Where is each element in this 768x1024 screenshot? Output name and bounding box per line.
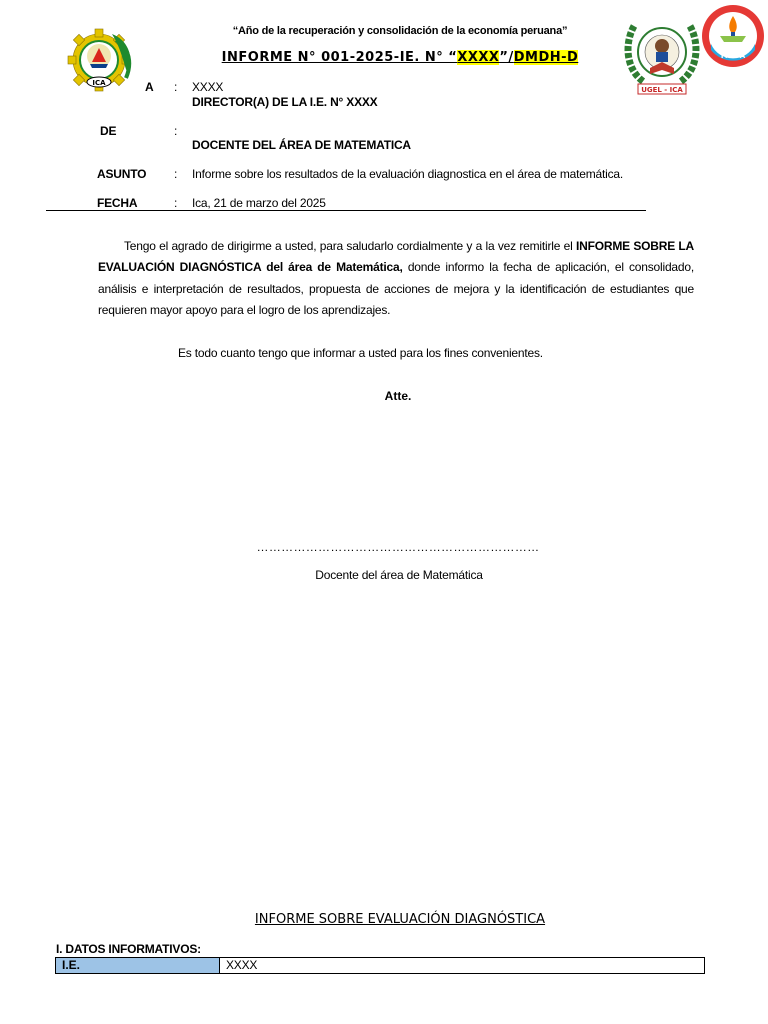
ie-label-cell: I.E.: [56, 958, 220, 973]
field-de-value: DOCENTE DEL ÁREA DE MATEMATICA: [192, 138, 411, 152]
atte-label: Atte.: [384, 389, 412, 403]
signature-line: ……………………………………………………………: [256, 540, 540, 554]
body-text-rest: donde informo la fecha de aplicación, el consolidado, análisis e interpretación de resultados, propuesta de acciones de mejora y la identificación de estudiantes que requieren mayor apoyo para el logro de los aprendizajes.: [98, 260, 694, 317]
field-a-value-name: XXXX: [192, 80, 224, 94]
field-fecha-label: FECHA: [97, 196, 138, 210]
title-highlight-code: DMDH-D: [513, 50, 579, 65]
field-fecha-colon: :: [174, 196, 178, 210]
ugel-laurel-emblem: [622, 16, 702, 96]
palpa-logo: [700, 2, 766, 70]
field-asunto-colon: :: [174, 167, 178, 181]
field-asunto-label: ASUNTO: [97, 167, 147, 181]
field-asunto-value: Informe sobre los resultados de la evaluación diagnostica en el área de matemática.: [192, 167, 623, 181]
field-a-label: A: [145, 80, 154, 94]
section-title: INFORME SOBRE EVALUACIÓN DIAGNÓSTICA: [254, 912, 546, 927]
body-paragraph: [98, 236, 694, 321]
body-text-intro: Tengo el agrado de dirigirme a usted, para saludarlo cordialmente y a la vez remitirle el: [124, 239, 576, 253]
school-logo: [66, 26, 136, 94]
field-a-colon: :: [174, 80, 178, 94]
datos-heading: I. DATOS INFORMATIVOS:: [56, 942, 201, 956]
ie-value-cell: XXXX: [226, 958, 258, 972]
year-motto: “Año de la recuperación y consolidación de la economía peruana”: [232, 25, 568, 37]
field-de-label: DE: [100, 124, 117, 138]
title-highlight-ie: XXXX: [457, 50, 500, 65]
ugel-ica-logo: [622, 16, 702, 96]
closing-sentence: Es todo cuanto tengo que informar a usted para los fines convenientes.: [178, 346, 543, 360]
field-de-colon: :: [174, 124, 178, 138]
svg-text:ICA: ICA: [92, 79, 106, 87]
title-mid: ”/: [499, 50, 514, 65]
palpa-logo-text: PALPA: [720, 52, 746, 60]
header-divider: [46, 210, 646, 211]
report-title: [160, 50, 640, 65]
school-gear-emblem: [66, 26, 136, 94]
field-fecha-value: Ica, 21 de marzo del 2025: [192, 196, 326, 210]
body-text-bold: INFORME SOBRE LA EVALUACIÓN DIAGNÓSTICA del área de Matemática,: [98, 239, 695, 275]
field-a-value-title: DIRECTOR(A) DE LA I.E. N° XXXX: [192, 95, 378, 109]
title-prefix: INFORME N° 001-2025-IE. N° “: [221, 50, 458, 65]
signer-role: Docente del área de Matemática: [315, 568, 483, 582]
ugel-logo-text: UGEL - ICA: [641, 86, 683, 94]
palpa-emblem: [700, 2, 766, 70]
info-table: [55, 957, 705, 974]
